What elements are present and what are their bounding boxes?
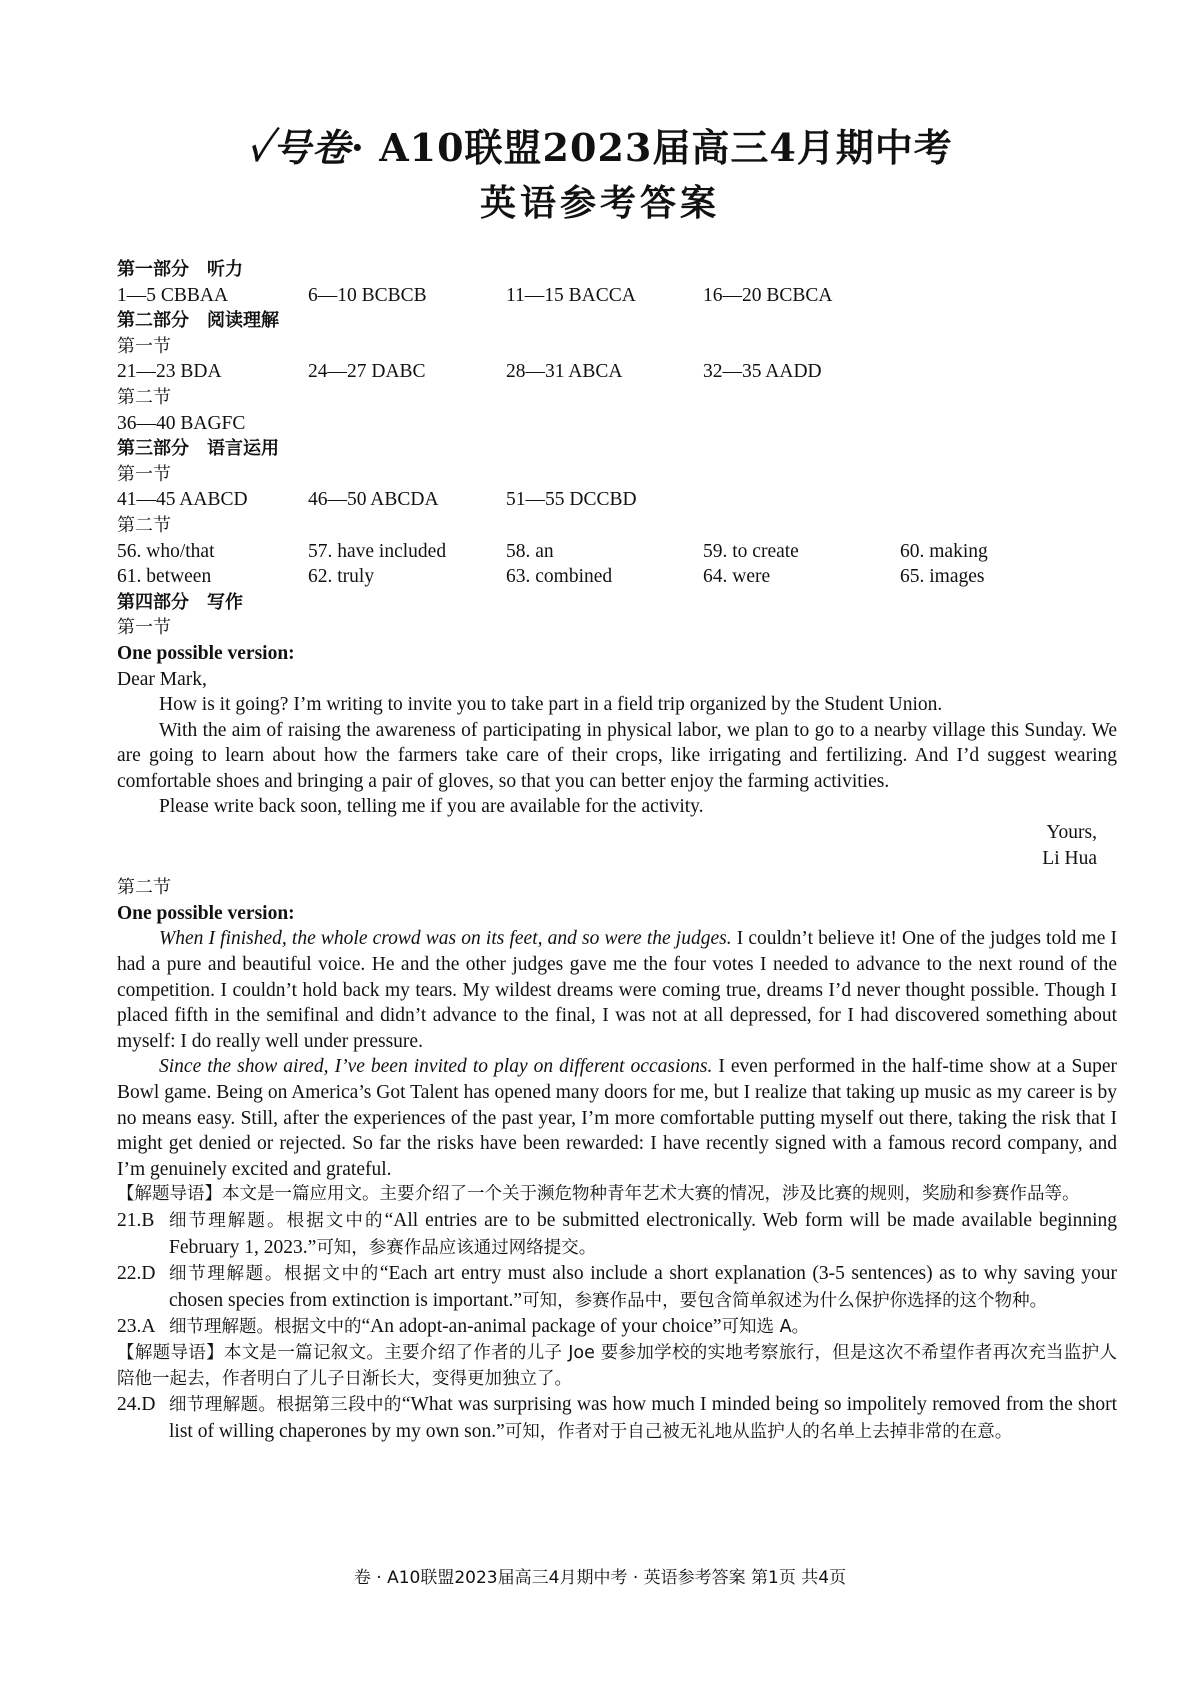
- answer-group: 36—40 BAGFC: [117, 412, 246, 434]
- question-number: 22.D: [117, 1263, 156, 1285]
- letter-signature: Li Hua: [1042, 847, 1097, 869]
- part2-heading: [117, 308, 1117, 334]
- page-title: [0, 120, 1200, 176]
- fill-answer: 62. truly: [308, 566, 375, 588]
- fill-answer: 60. making: [900, 540, 988, 562]
- given-sentence: When I finished, the whole crowd was on its feet, and so were the judges.: [159, 928, 732, 950]
- part1-name: 听力: [207, 259, 243, 280]
- part2-sec1-answers: [117, 359, 1117, 385]
- explanation-text: [169, 1392, 1117, 1445]
- answer-group: 46—50 ABCDA: [308, 489, 439, 511]
- part1-number: 第一部分: [117, 259, 189, 280]
- fill-answer: 61. between: [117, 566, 212, 588]
- explanation-item: [117, 1261, 1117, 1314]
- answer-group: 16—20 BCBCA: [703, 284, 833, 306]
- part3-fill-row-1: [117, 539, 1117, 565]
- explanation-lead: 细节理解题。根据第三段中的: [169, 1395, 402, 1416]
- letter-paragraph: With the aim of raising the awareness of participating in physical labor, we plan to go to a nearby village this Sunday. We are going to learn about how the farmers take care of their crops, like irrigating and fertilizing. And I’d suggest wearing comfortable shoes and bringing a pair of gloves, so that you can better enjoy the farming activities.: [117, 719, 1117, 792]
- part3-number: 第三部分: [117, 438, 189, 460]
- title-block: [0, 120, 1200, 230]
- answer-group: 32—35 AADD: [703, 361, 822, 383]
- part1-heading: [117, 257, 1117, 283]
- answer-group: 11—15 BACCA: [506, 284, 636, 306]
- part3-fill-row-2: [117, 564, 1117, 590]
- explanation-text: [169, 1261, 1117, 1314]
- question-number: 21.B: [117, 1209, 155, 1231]
- fill-answer: 56. who/that: [117, 540, 215, 562]
- explanation-item: [117, 1208, 1117, 1261]
- brand-logo: ✓号卷: [247, 125, 351, 170]
- answer-group: 41—45 AABCD: [117, 489, 248, 511]
- explanation-conclusion: 可知，作者对于自己被无礼地从监护人的名单上去掉非常的在意。: [504, 1421, 1013, 1442]
- story-text: I even performed in the half-time show at a Super Bowl game. Being on America’s Got Talent has opened many doors for me, but I realize that taking up music as my career is by no means easy. Still, after the experiences of the past year, I’m more comfortable putting myself out there, taking the risk that I might get denied or rejected. So far the risks have been rewarded: I have recently signed with a famous record company, and I’m genuinely excited and grateful.: [117, 1056, 1117, 1180]
- explanation-text: [169, 1208, 1117, 1261]
- page-subtitle: 英语参考答案: [479, 182, 720, 224]
- fill-answer: 64. were: [703, 566, 771, 588]
- letter-paragraph: How is it going? I’m writing to invite you to take part in a field trip organized by the Student Union.: [159, 694, 943, 716]
- given-sentence: Since the show aired, I’ve been invited to play on different occasions.: [159, 1056, 713, 1078]
- section-label: 第一节: [117, 463, 171, 485]
- explanation-quote: “Each art entry must also include a short explanation (3-5 sentences) as to why saving your chosen species from extinction is important.”: [169, 1263, 1118, 1311]
- fill-answer: 65. images: [900, 566, 985, 588]
- letter-closing: Yours,: [1046, 822, 1097, 844]
- content: [117, 257, 1117, 1445]
- version-label: One possible version:: [117, 902, 295, 924]
- answer-group: 28—31 ABCA: [506, 361, 623, 383]
- question-number: 24.D: [117, 1394, 156, 1416]
- section-label: 第二节: [117, 386, 171, 408]
- part3-sec1-answers: [117, 487, 1117, 513]
- story-paragraph: [117, 926, 1117, 1054]
- page-footer: 卷 · A10联盟2023届高三4月期中考 · 英语参考答案 第1页 共4页: [353, 1568, 847, 1588]
- section-label: 第二节: [117, 877, 171, 899]
- part4-number: 第四部分: [117, 591, 189, 613]
- explanation-lead: 细节理解题。根据文中的: [169, 1210, 385, 1231]
- explanation-conclusion: 可知，参赛作品中，要包含简单叙述为什么保护你选择的这个物种。: [522, 1290, 1048, 1311]
- reading-guide: 【解题导语】本文是一篇记叙文。主要介绍了作者的儿子 Joe 要参加学校的实地考察旅行，但是这次不希望作者再次充当监护人陪他一起去，作者明白了儿子日渐长大，变得更加独立了。: [117, 1342, 1117, 1389]
- answer-group: 24—27 DABC: [308, 361, 426, 383]
- explanation-conclusion: 可知，参赛作品应该通过网络提交。: [316, 1237, 597, 1258]
- part4-name: 写作: [207, 591, 243, 613]
- letter-paragraph: Please write back soon, telling me if you are available for the activity.: [159, 796, 704, 818]
- fill-answer: 58. an: [506, 540, 554, 562]
- part3-heading: [117, 436, 1117, 462]
- answer-group: 21—23 BDA: [117, 361, 222, 383]
- explanation-item: [117, 1392, 1117, 1445]
- exam-title: · A10联盟2023届高三4月期中考: [350, 125, 953, 170]
- explanation-quote: “All entries are to be submitted electronically. Web form will be made available beginning February 1, 2023.”: [169, 1209, 1117, 1258]
- explanation-lead: 细节理解题。根据文中的: [169, 1317, 362, 1338]
- question-number: 23.A: [117, 1316, 156, 1338]
- explanation-conclusion: 可知选 A。: [721, 1317, 810, 1338]
- answer-group: 51—55 DCCBD: [506, 489, 637, 511]
- letter-salutation: Dear Mark,: [117, 668, 207, 690]
- explanation-lead: 细节理解题。根据文中的: [169, 1264, 380, 1285]
- answer-group: 6—10 BCBCB: [308, 284, 427, 306]
- section-label: 第一节: [117, 335, 171, 357]
- part3-name: 语言运用: [207, 438, 279, 460]
- reading-guide: 【解题导语】本文是一篇应用文。主要介绍了一个关于濒危物种青年艺术大赛的情况，涉及比赛的规则，奖励和参赛作品等。: [117, 1184, 1080, 1205]
- part4-heading: [117, 590, 1117, 616]
- part1-answers: [117, 283, 1117, 309]
- fill-answer: 57. have included: [308, 540, 447, 562]
- section-label: 第二节: [117, 514, 171, 536]
- version-label: One possible version:: [117, 642, 295, 664]
- story-text: I couldn’t believe it! One of the judges told me I had a pure and beautiful voice. He and the other judges gave me the four votes I needed to advance to the next round of the competition. I couldn’t hold back my tears. My wildest dreams were coming true, dreams I’d never thought possible. Though I placed fifth in the semifinal and didn’t advance to the final, I was not at all depressed, for I had discovered something about myself: I do really well under pressure.: [117, 928, 1117, 1052]
- explanation-quote: “An adopt-an-animal package of your choice”: [361, 1316, 722, 1338]
- fill-answer: 63. combined: [506, 566, 613, 588]
- section-label: 第一节: [117, 617, 171, 639]
- explanation-text: [169, 1314, 1117, 1341]
- explanation-quote: “What was surprising was how much I minded being so impolitely removed from the short list of willing chaperones by my own son.”: [169, 1394, 1118, 1442]
- part2-number: 第二部分: [117, 310, 189, 332]
- part2-name: 阅读理解: [207, 310, 279, 332]
- answer-group: 1—5 CBBAA: [117, 284, 229, 306]
- explanation-item: [117, 1314, 1117, 1341]
- fill-answer: 59. to create: [703, 540, 799, 562]
- story-paragraph: [117, 1054, 1117, 1182]
